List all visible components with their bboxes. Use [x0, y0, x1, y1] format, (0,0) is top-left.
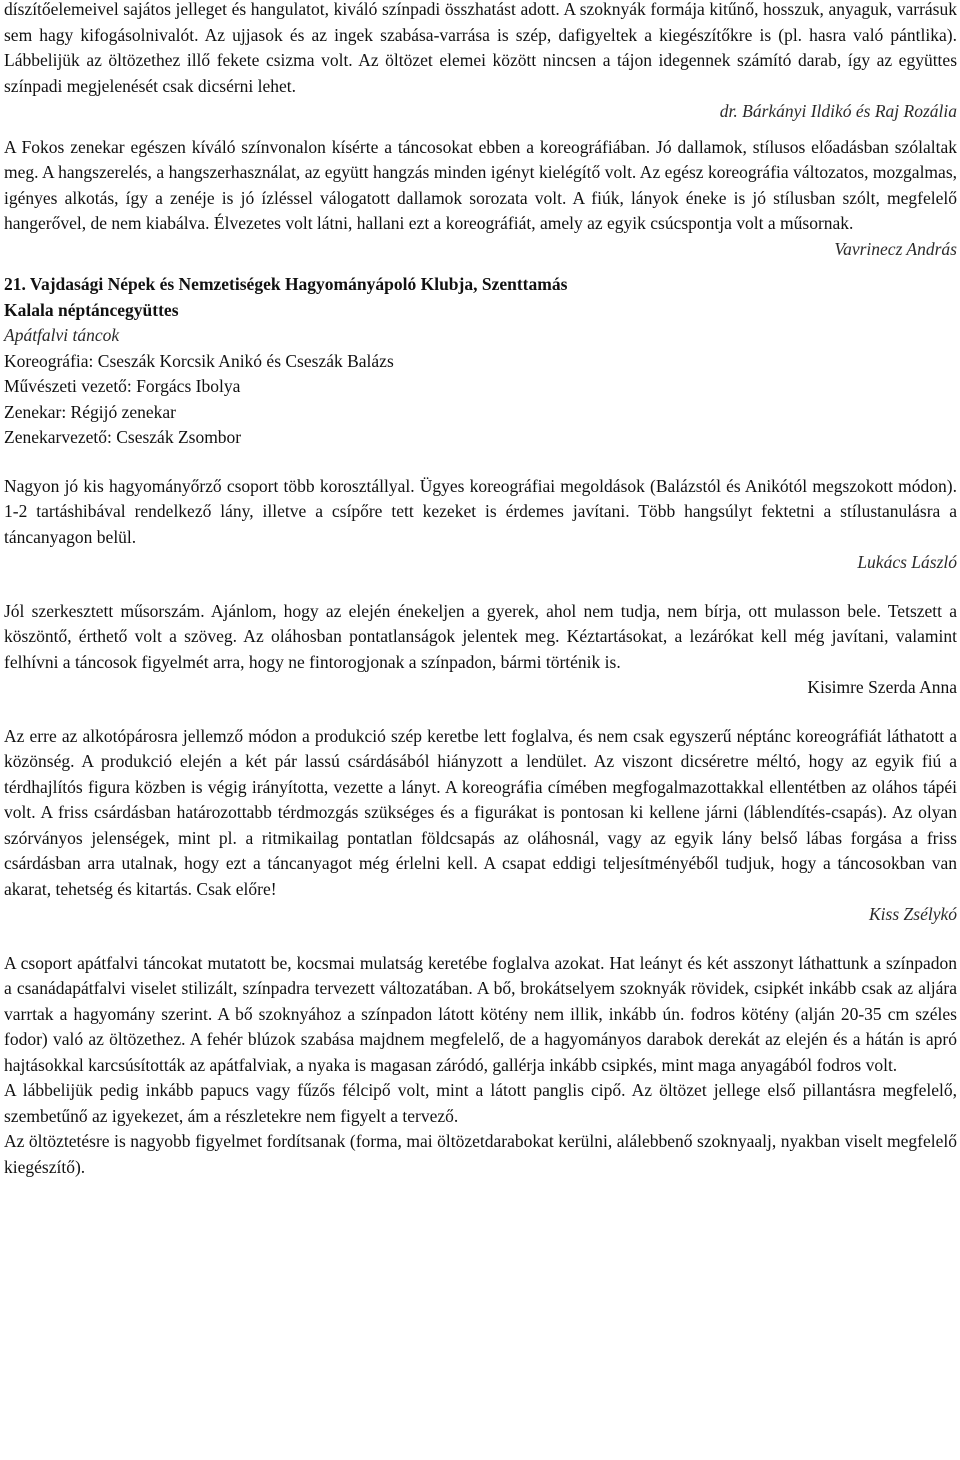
artistic-director-credit: Művészeti vezető: Forgács Ibolya: [4, 376, 241, 396]
review-signature: Kisimre Szerda Anna: [807, 677, 957, 697]
review-paragraph: Nagyon jó kis hagyományőrző csoport több korosztállyal. Ügyes koreográfiai megoldások (Balázstól és Anikótól megszokott módon). 1-2 tartáshibával rendelkező lány, illetve a csípőre tett kezeket is érdemes javítani. Több hangsúlyt fektetni a stílustanulásra a táncanyagon belül.: [4, 475, 957, 547]
document-page: [4, 0, 957, 1180]
intro-paragraph: díszítőelemeivel sajátos jelleget és hangulatot, kiváló színpadi összhatást adott. A szoknyák formája kitűnő, hosszuk, anyaguk, varrásuk sem hagy kifogásolnivalót. Az ujjasok és az ingek szabása-varrása is szép, dafigyeltek a kiegészítőkre is (pl. hasra való pántlika). Lábbelijük az öltözethez illő fekete csizma volt. Az öltözet elemei között nincsen a tájon idegennek számító darab, így az együttes színpadi megjelenését csak dicsérni lehet.: [4, 0, 957, 96]
intro-signature: dr. Bárkányi Ildikó és Raj Rozália: [719, 101, 957, 121]
entry-title: 21. Vajdasági Népek és Nemzetiségek Hagyományápoló Klubja, Szenttamás: [4, 274, 568, 294]
choreography-credit: Koreográfia: Cseszák Korcsik Anikó és Cseszák Balázs: [4, 350, 394, 371]
music-paragraph: A Fokos zenekar egészen kíváló színvonalon kísérte a táncosokat ebben a koreográfiában. Jó dallamok, stílusos előadásban szólaltak meg. A hangszerelés, a hangszerhasználat, az együtt hangzás minden igényt kielégítő volt. Az egész koreográfia változatos, mozgalmas, igényes alkotás, így a zenéje is jó ízléssel válogatott dallamok sorozata volt. A fiúk, lányok éneke is jó stílusban szólt, megfelelő hangerővel, de nem kiabálva. Élvezetes volt látni, hallani ezt a koreográfiát, amely az egyik csúcspontja volt a műsornak.: [4, 136, 957, 233]
costume-paragraph: A csoport apátfalvi táncokat mutatott be, kocsmai mulatság keretébe foglalva azokat. Hat leányt és két asszonyt láthattunk a színpadon a csanádapátfalvi viselet stilizált, színpadra tervezett változatában. A bő, brokátselyem szoknyák rövidek, csipkét inkább csak az aljára varrtak a hagyomány szerint. A bő szoknyához a színpadon látott kötény nem illik, inkább ún. fodros kötény (alján 20-35 cm széles fodor) való az öltözethez. A fehér blúzok szabása majdnem megfelelő, de a hagyományos darabok derekát az elején és a hátán is apró hajtásokkal karcsúsították az apátfalviak, a nyaka is magasan záródó, gallérja inkább csipkés, mint maga anyagából fodros volt.: [4, 952, 957, 1075]
review-paragraph: Jól szerkesztett műsorszám. Ajánlom, hogy az elején énekeljen a gyerek, ahol nem tudja, nem bírja, ott mulasson bele. Tetszett a köszöntő, érthető volt a szöveg. Az oláhosban pontatlanságok jelentek meg. Kéztartásokat, a lezárókat kell még javítani, valamint felhívni a táncosok figyelmét arra, hogy ne fintorogjonak a színpadon, bármi történik is.: [4, 600, 957, 672]
costume-paragraph: A lábbelijük pedig inkább papucs vagy fűzős félcipő volt, mint a látott panglis cipő. Az öltözet jellege első pillantásra megfelelő, szembetűnő az igyekezet, ám a részletekre nem figyelt a tervező.: [4, 1080, 957, 1126]
entry-header: [4, 272, 957, 451]
band-credit: Zenekar: Régijó zenekar: [4, 401, 176, 422]
music-signature: Vavrinecz András: [834, 238, 957, 259]
review-paragraph: Az erre az alkotópárosra jellemző módon a produkció szép keretbe lett foglalva, és nem csak egyszerű néptánc koreográfiát láthatott a közönség. A produkció elején a két pár lassú csárdásából hiányzott a lendület. Az viszont dicséretre méltó, hogy az egyik fiú a térdhajlítós figura közben is végig irányította, vezette a lányt. A koreográfia címében megfogalmazottakkal ellentétben az oláhos tápéi volt. A friss csárdásban határozottabb térdmozgás szükséges és a figurákat is pontosan ki kellene járni (láblendítés-csapás). Az olyan szórványos jelenségek, mint pl. a ritmikailag pontatlan földcsapás az oláhosnál, vagy az egyik lány belső lábas forgása a friss csárdásban arra utalnak, hogy ezt a táncanyagot még érlelni kell. A csapat eddigi teljesítményéből tudjuk, hogy a táncosokban van akarat, tehetség és kitartás. Csak előre!: [4, 725, 957, 899]
costume-paragraph: Az öltöztetésre is nagyobb figyelmet fordítsanak (forma, mai öltözetdarabokat kerülni, alálebbenő szoknyaalj, nyakban viselt megfelelő kiegészítő).: [4, 1131, 957, 1177]
review-signature: Lukács László: [857, 552, 957, 572]
review-signature: Kiss Zsélykó: [869, 904, 957, 924]
piece-title: Apátfalvi táncok: [4, 325, 120, 345]
band-leader-credit: Zenekarvezető: Cseszák Zsombor: [4, 427, 242, 447]
ensemble-name: Kalala néptáncegyüttes: [4, 299, 179, 320]
